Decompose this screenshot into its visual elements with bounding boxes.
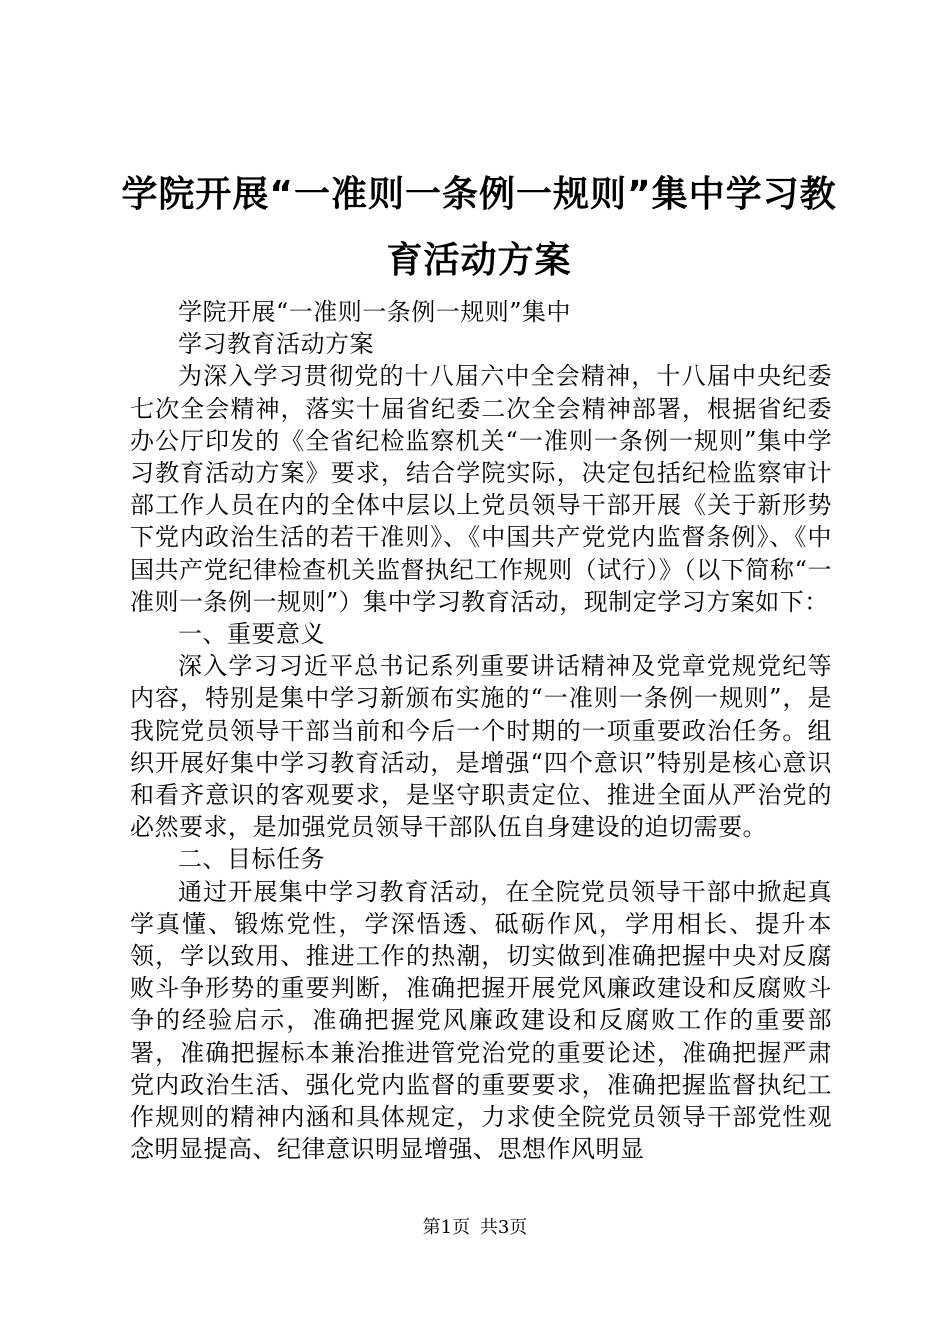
document-title: 学院开展“一准则一条例一规则”集中学习教育活动方案 bbox=[121, 174, 837, 281]
page-number: 第1页 bbox=[422, 1217, 471, 1238]
document-body bbox=[130, 296, 832, 1165]
page-total: 共3页 bbox=[479, 1217, 528, 1238]
goals-paragraph: 通过开展集中学习教育活动，在全院党员领导干部中掀起真学真懂、锻炼党性，学深悟透、砥砺作风，学用相长、提升本领，学以致用、推进工作的热潮，切实做到准确把握中央对反腐败斗争形势的重要判断，准确把握开展党风廉政建设和反腐败斗争的经验启示，准确把握党风廉政建设和反腐败工作的重要部署，准确把握标本兼治推进管党治党的重要论述，准确把握严肃党内政治生活、强化党内监督的重要要求，准确把握监督执纪工作规则的精神内涵和具体规定，力求使全院党员领导干部党性观念明显提高、纪律意识明显增强、思想作风明显 bbox=[130, 877, 832, 1164]
intro-paragraph: 为深入学习贯彻党的十八届六中全会精神，十八届中央纪委七次全会精神，落实十届省纪委二次全会精神部署，根据省纪委办公厅印发的《全省纪检监察机关“一准则一条例一规则”集中学习教育活动方案》要求，结合学院实际，决定包括纪检监察审计部工作人员在内的全体中层以上党员领导干部开展《关于新形势下党内政治生活的若干准则》、《中国共产党党内监督条例》、《中国共产党纪律检查机关监督执纪工作规则（试行）》（以下简称“一准则一条例一规则”）集中学习教育活动，现制定学习方案如下： bbox=[130, 362, 832, 616]
significance-paragraph: 深入学习习近平总书记系列重要讲话精神及党章党规党纪等内容，特别是集中学习新颁布实施的“一准则一条例一规则”，是我院党员领导干部当前和今后一个时期的一项重要政治任务。组织开展好集中学习教育活动，是增强“四个意识”特别是核心意识和看齐意识的客观要求，是坚守职责定位、推进全面从严治党的必然要求，是加强党员领导干部队伍自身建设的迫切需要。 bbox=[130, 652, 832, 842]
subtitle-line-2: 学习教育活动方案 bbox=[178, 330, 374, 359]
page-footer bbox=[0, 1216, 950, 1240]
section-heading-significance: 一、重要意义 bbox=[178, 620, 325, 649]
subtitle-line-1: 学院开展“一准则一条例一规则”集中 bbox=[178, 298, 572, 326]
section-heading-goals: 二、目标任务 bbox=[178, 845, 325, 874]
